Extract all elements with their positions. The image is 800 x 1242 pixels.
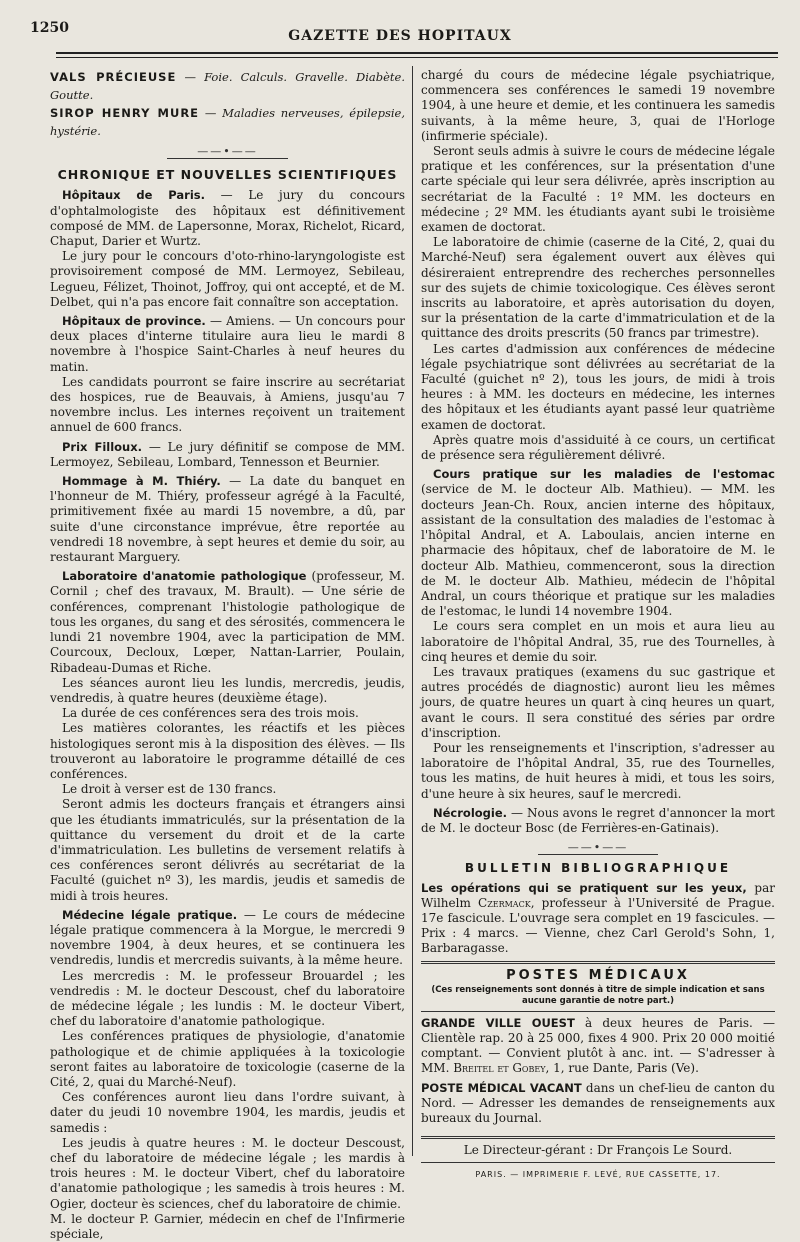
classified-poste-vacant	[421, 1081, 775, 1127]
paragraph: Les conférences pratiques de physiologie, d'anatomie pathologique et de chimie appliquées à la toxicologie seront faites au laboratoire de toxicologie (caserne de la Cité, 2, quai du Marché-Neuf).	[50, 1029, 405, 1089]
article-necrologie	[421, 806, 775, 836]
article-hommage-thiery	[50, 474, 405, 565]
article-heading: Laboratoire d'anatomie pathologique	[62, 569, 307, 584]
paragraph: Les mercredis : M. le professeur Brouardel ; les vendredis : M. le docteur Descoust, chef du laboratoire de médecine légale ; les lundis : M. le docteur Vibert, chef du laboratoire d'anatomie pathologique.	[50, 968, 405, 1029]
left-column	[50, 68, 405, 1242]
paragraph: Ces conférences auront lieu dans l'ordre suivant, à dater du jeudi 10 novembre 1904, les mardis, jeudis et samedis :	[50, 1090, 405, 1135]
article-heading: Prix Filloux.	[62, 439, 143, 454]
paragraph: chargé du cours de médecine légale psychiatrique, commencera ses conférences le samedi 19 novembre 1904, à une heure et demie, et les continuera les samedis suivants, à la même heure, 3, quai de l'Horloge (infirmerie spéciale).	[421, 68, 775, 143]
article-text: — Amiens. — Un concours pour deux places d'interne titulaire aura lieu le mardi 8 novembre à l'hospice Saint-Charles à neuf heures du matin.	[50, 314, 406, 374]
paragraph: Le laboratoire de chimie (caserne de la Cité, 2, quai du Marché-Neuf) sera également ouvert aux élèves qui désireraient entreprendre des recherches personnelles sur des sujets de chimie toxicologique. Ces élèves seront inscrits au laboratoire, et après autorisation du doyen, sur la présentation de la carte d'immatriculation et de la quittance des droits prescrits (50 francs par trimestre).	[421, 235, 775, 341]
paragraph: M. le docteur P. Garnier, médecin en chef de l'Infirmerie spéciale,	[50, 1211, 405, 1242]
article-text: (service de M. le docteur Alb. Mathieu). — MM. les docteurs Jean-Ch. Roux, ancien interne des hôpitaux, assistant de la consultation des maladies de l'estomac à l'hôpital Andral, et A. Laboulais, ancien interne en pharmacie des hôpitaux, chef de laboratoire de M. le docteur Alb. Mathieu, commenceront, sous la direction de M. le docteur Alb. Mathieu, médecin de l'hôpital Andral, un cours théorique et pratique sur les maladies de l'estomac, le lundi 14 novembre 1904.	[421, 482, 775, 619]
article-heading: Médecine légale pratique.	[62, 907, 238, 922]
bibliography-title: Les opérations qui se pratiquent sur les yeux,	[421, 880, 747, 895]
paragraph: La durée de ces conférences sera des trois mois.	[62, 706, 359, 721]
advert-vals	[50, 68, 405, 104]
classified-contact: Breitel et Gobey	[453, 1061, 546, 1076]
classified-text: à deux heures de Paris. — Clientèle rap. 20 à 25 000, fixes 4 900. Prix 20 000 moitié comptant. — Convient plutôt à anc. int. — S'adresser à MM.	[421, 1015, 775, 1076]
ornament-divider: ——•——	[421, 840, 775, 855]
header-rule-thin	[56, 57, 778, 58]
article-text: — Nous avons le regret d'annoncer la mort de M. le docteur Bosc (de Ferrières-en-Gatinais).	[421, 805, 775, 835]
advert-sirop-brand: SIROP HENRY MURE	[50, 106, 200, 120]
bibliography-text: par Wilhelm	[421, 880, 776, 910]
paragraph: Les matières colorantes, les réactifs et les pièces histologiques seront mis à la disposition des élèves. — Ils trouveront au laboratoire le programme détaillé de ces conférences.	[50, 721, 405, 781]
bibliography-entry	[421, 881, 775, 957]
article-text: (professeur, M. Cornil ; chef des travaux, M. Brault). — Une série de conférences, comprenant l'histologie pathologique de tous les organes, du sang et des sérosités, commencera le lundi 21 novembre 1904, avec la participation de MM. Courcoux, Decloux, Lœper, Nattan-Larrier, Poulain, Ribadeau-Dumas et Riche.	[50, 569, 405, 675]
paragraph: Après quatre mois d'assiduité à ce cours, un certificat de présence sera régulièrement délivré.	[421, 432, 775, 463]
postes-disclaimer: (Ces renseignements sont donnés à titre de simple indication et sans aucune garantie de notre part.)	[431, 984, 765, 1006]
article-hopitaux-province	[50, 314, 405, 375]
article-text: — Le jury du concours d'ophtalmologiste des hôpitaux est définitivement composé de MM. de Lapersonne, Morax, Richelot, Ricard, Chaput, Darier et Wurtz.	[50, 188, 405, 249]
section-title-chronique: CHRONIQUE ET NOUVELLES SCIENTIFIQUES	[57, 167, 398, 183]
classified-grande-ville	[421, 1016, 775, 1077]
advert-sirop-text: — Maladies nerveuses, épilepsie, hystérie.	[50, 106, 406, 138]
paragraph: Les séances auront lieu les lundis, mercredis, jeudis, vendredis, à quatre heures (deuxième étage).	[50, 675, 405, 705]
article-prix-filloux	[50, 440, 405, 470]
advert-vals-text: — Foie. Calculs. Gravelle. Diabète. Goutte.	[50, 70, 405, 102]
paragraph: Les candidats pourront se faire inscrire au secrétariat des hospices, rue de Beauvais, à Amiens, jusqu'au 7 novembre inclus. Les internes reçoivent un traitement annuel de 600 francs.	[50, 374, 405, 435]
classified-heading: GRANDE VILLE OUEST	[421, 1015, 575, 1030]
printer-imprint: PARIS. — IMPRIMERIE F. LEVÉ, RUE CASSETTE, 17.	[475, 1170, 721, 1180]
article-heading: Hôpitaux de Paris.	[62, 188, 205, 203]
article-text: — Le cours de médecine légale pratique commencera à la Morgue, le mercredi 9 novembre 1904, à deux heures, et se continuera les vendredis, lundis et mercredis suivants, à la même heure.	[50, 907, 405, 968]
paragraph: Le cours sera complet en un mois et aura lieu au laboratoire de l'hôpital Andral, 35, rue des Tournelles, à cinq heures et demie du soir.	[421, 619, 775, 664]
footer-rule-thin	[421, 1162, 775, 1163]
article-heading: Hommage à M. Thiéry.	[62, 474, 221, 489]
paragraph: Seront admis les docteurs français et étrangers ainsi que les étudiants immatriculés, sur la présentation de la quittance du versement du droit et de la carte d'immatriculation. Les bulletins de versement relatifs à ces conférences seront délivrés au secrétariat de la Faculté (guichet nº 3), les mardis, jeudis et samedis de midi à trois heures.	[50, 797, 405, 903]
article-text: — La date du banquet en l'honneur de M. Thiéry, professeur agrégé à la Faculté, primitivement fixée au mardi 15 novembre, a dû, par suite d'une circonstance imprévue, être reportée au vendredi 18 novembre, à sept heures et demie du soir, au restaurant Marguery.	[50, 474, 405, 565]
paragraph: Les cartes d'admission aux conférences de médecine légale psychiatrique sont délivrées au secrétariat de la Faculté (guichet nº 2), tous les jours, de midi à trois heures : à MM. les docteurs en médecine, les internes des hôpitaux et les étudiants ayant passé leur quatrième examen de doctorat.	[421, 341, 775, 432]
journal-title: GAZETTE DES HOPITAUX	[288, 28, 512, 44]
article-heading: Hôpitaux de province.	[62, 314, 206, 329]
article-heading: Nécrologie.	[433, 805, 507, 820]
header-rule	[56, 52, 778, 54]
column-divider	[412, 66, 413, 1156]
bibliography-author: Czermack	[478, 895, 531, 910]
right-column	[421, 68, 775, 1183]
advert-sirop	[50, 104, 405, 140]
paragraph: Seront seuls admis à suivre le cours de médecine légale pratique et les conférences, sur la présentation d'une carte spéciale qui leur sera délivrée, après inscription au secrétariat de la Faculté : 1º MM. les docteurs en médecine ; 2º MM. les étudiants ayant subi le troisième examen de doctorat.	[421, 144, 775, 235]
section-rule	[421, 1011, 775, 1012]
paragraph: Les travaux pratiques (examens du suc gastrique et autres procédés de diagnostic) auront lieu les mêmes jours, de quatre heures un quart à cinq heures un quart, avant le cours. Il sera constitué des séries par ordre d'inscription.	[421, 664, 775, 740]
article-cours-estomac	[421, 467, 775, 619]
ornament-divider: ——•——	[50, 144, 405, 159]
section-title-bulletin: BULLETIN BIBLIOGRAPHIQUE	[464, 861, 732, 876]
article-medecine-legale	[50, 908, 405, 969]
classified-heading: POSTE MÉDICAL VACANT	[421, 1080, 582, 1095]
advert-vals-brand: VALS PRÉCIEUSE	[50, 70, 177, 84]
paragraph: Les jeudis à quatre heures : M. le docteur Descoust, chef du laboratoire de médecine légale ; les mardis à trois heures : M. le docteur Vibert, chef du laboratoire d'anatomie pathologique ; les samedis à trois heures : M. Ogier, docteur ès sciences, chef du laboratoire de chimie.	[50, 1135, 405, 1211]
article-heading: Cours pratique sur les maladies de l'estomac	[433, 467, 775, 482]
classified-text: dans un chef-lieu de canton du Nord. — Adresser les demandes de renseignements aux bureaux du Journal.	[421, 1080, 775, 1125]
article-text: — Le jury définitif se compose de MM. Lermoyez, Sebileau, Lombard, Tennesson et Beurnier.	[50, 439, 405, 469]
section-title-postes: POSTES MÉDICAUX	[506, 967, 690, 983]
classified-text: , 1, rue Dante, Paris (Ve).	[545, 1061, 699, 1076]
paragraph: Pour les renseignements et l'inscription, s'adresser au laboratoire de l'hôpital Andral, 35, rue des Tournelles, tous les matins, de huit heures à midi, et tous les soirs, d'une heure à six heures, sauf le mercredi.	[421, 740, 775, 801]
article-laboratoire-anatomie	[50, 569, 405, 675]
page-number: 1250	[30, 20, 69, 36]
paragraph: Le jury pour le concours d'oto-rhino-laryngologiste est provisoirement composé de MM. Lermoyez, Sebileau, Legueu, Félizet, Thoinot, Joffroy, qui ont accepté, et de M. Delbet, qui n'a pas encore fait connaître son acceptation.	[50, 249, 405, 309]
section-rule	[421, 961, 775, 964]
paragraph: Le droit à verser est de 130 francs.	[62, 782, 277, 797]
footer-rule	[421, 1136, 775, 1139]
director-signature: Le Directeur-gérant : Dr François Le Sourd.	[463, 1143, 733, 1158]
article-hopitaux-paris	[50, 188, 405, 249]
bibliography-text: , professeur à l'Université de Prague. 17e fascicule. L'ouvrage sera complet en 19 fascicules. — Prix : 4 marcs. — Vienne, chez Carl Gerold's Sohn, 1, Barbaragasse.	[421, 895, 775, 956]
